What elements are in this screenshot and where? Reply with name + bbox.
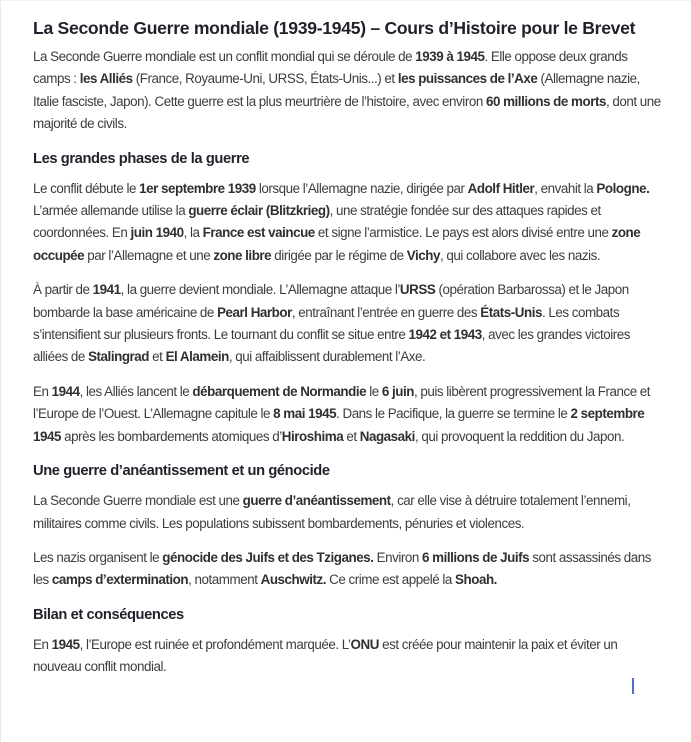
bold-text-run: les puissances de l’Axe [397, 71, 538, 87]
bold-text-run: 6 juin [381, 383, 414, 399]
text-run: . Dans le Pacifique, la guerre se termine le [336, 406, 571, 422]
paragraph-liberation-1944[interactable] [33, 381, 664, 448]
bold-text-run: 1942 et 1943 [408, 327, 482, 343]
text-run: , qui collabore avec les nazis. [439, 247, 601, 263]
text-run: L’armée allemande utilise la [33, 203, 189, 219]
bold-text-run: génocide des Juifs et des Tziganes. [162, 549, 374, 565]
paragraph-guerre-mondiale-1941[interactable] [33, 279, 664, 369]
bold-text-run: Pologne. [596, 180, 650, 196]
bold-text-run: guerre d’anéantissement [242, 493, 391, 509]
text-run: après les bombardements atomiques d’ [61, 428, 282, 444]
text-run: , avec les grandes victoires alliées de [33, 327, 631, 365]
text-run: et signe l’armistice. Le pays est alors divisé entre une [314, 225, 612, 241]
text-run: , l’Europe est ruinée et profondément marquée. L’ [79, 636, 351, 652]
paragraph-debut-conflit[interactable] [33, 178, 664, 268]
text-run: , car elle vise à détruire totalement l’ennemi, militaires comme civils. Les populations subissent bombardements, pénuries et violences. [33, 493, 631, 531]
text-run: par l’Allemagne et une [84, 247, 214, 263]
text-run: et [343, 428, 360, 444]
paragraph-genocide[interactable] [33, 547, 664, 592]
text-run: , envahit la [534, 180, 597, 196]
bold-text-run: guerre éclair (Blitzkrieg) [188, 203, 330, 219]
bold-text-run: Auschwitz. [260, 572, 327, 588]
text-run: , qui provoquent la reddition du Japon. [414, 428, 625, 444]
text-run: La Seconde Guerre mondiale est un conflit mondial qui se déroule de [33, 49, 416, 64]
text-run: , la guerre devient mondiale. L’Allemagne attaque l’ [120, 282, 400, 298]
text-run: , puis libèrent progressivement la France et l’Europe de l’Ouest. L’Allemagne capitule le [33, 383, 651, 422]
paragraph-bilan-1945[interactable] [33, 634, 664, 679]
text-run: et [149, 349, 166, 365]
text-run: En [33, 383, 52, 399]
bold-text-run: 1941 [92, 282, 121, 298]
text-run: dirigée par le régime de [271, 247, 407, 263]
paragraph-guerre-aneantissement[interactable] [33, 490, 664, 535]
bold-text-run: débarquement de Normandie [192, 383, 367, 399]
bold-text-run: zone libre [213, 247, 272, 263]
text-run: sont assassinés dans les [33, 549, 651, 588]
bold-text-run: les Alliés [79, 71, 133, 87]
text-run: , dont une majorité de civils. [33, 93, 661, 132]
text-run: En [33, 636, 52, 652]
bold-text-run: Stalingrad [88, 349, 150, 365]
bold-text-run: camps d’extermination [51, 572, 189, 588]
text-run: , une stratégie fondée sur des attaques rapides et coordonnées. En [33, 203, 601, 241]
text-run: La Seconde Guerre mondiale est une [33, 493, 243, 509]
text-run: lorsque l’Allemagne nazie, dirigée par [255, 180, 468, 196]
text-run: , les Alliés lancent le [79, 383, 193, 399]
bold-text-run: Vichy [406, 247, 440, 263]
text-run: Environ [373, 549, 423, 565]
section-heading-bilan[interactable]: Bilan et conséquences [33, 606, 184, 623]
bold-text-run: 2 septembre 1945 [33, 406, 645, 444]
bold-text-run: juin 1940 [130, 225, 184, 241]
bold-text-run: 1939 à 1945 [415, 49, 485, 64]
text-run: . Elle oppose deux grands camps : [33, 49, 628, 87]
bold-text-run: France est vaincue [202, 225, 315, 241]
paragraph-introduction[interactable] [33, 46, 664, 136]
document-title[interactable]: La Seconde Guerre mondiale (1939-1945) – Cours d’Histoire pour le Brevet [33, 18, 636, 38]
bold-text-run: El Alamein [165, 349, 229, 365]
bold-text-run: 1945 [51, 636, 80, 652]
text-run: , entraînant l’entrée en guerre des [291, 304, 481, 320]
section-heading-grandes-phases[interactable]: Les grandes phases de la guerre [33, 150, 250, 167]
text-run: , qui affaiblissent durablement l’Axe. [228, 349, 426, 365]
text-run: Ce crime est appelé la [326, 572, 456, 588]
text-run: (Allemagne nazie, Italie fasciste, Japon). Cette guerre est la plus meurtrière de l’histoire, avec environ [33, 71, 640, 109]
bold-text-run: 6 millions de Juifs [422, 549, 530, 565]
bold-text-run: ONU [350, 636, 379, 652]
text-caret [632, 678, 634, 694]
text-run: (opération Barbarossa) et le Japon bombarde la base américaine de [33, 282, 629, 320]
text-run: , la [183, 225, 203, 241]
text-run: le [366, 383, 382, 399]
bold-text-run: 8 mai 1945 [273, 406, 337, 422]
bold-text-run: Adolf Hitler [467, 180, 535, 196]
bold-text-run: Hiroshima [281, 428, 344, 444]
bold-text-run: 60 millions de morts [485, 93, 606, 109]
bold-text-run: Pearl Harbor [217, 304, 292, 320]
bold-text-run: Nagasaki [359, 428, 415, 444]
text-run: À partir de [33, 282, 93, 298]
bold-text-run: URSS [399, 282, 436, 298]
text-run: Les nazis organisent le [33, 549, 163, 565]
bold-text-run: Shoah. [455, 572, 497, 588]
text-run: , notamment [188, 572, 261, 588]
text-run: (France, Royaume-Uni, URSS, États-Unis...) et [132, 71, 398, 87]
bold-text-run: zone occupée [33, 225, 641, 263]
bold-text-run: 1er septembre 1939 [139, 180, 256, 196]
bold-text-run: 1944 [51, 383, 80, 399]
bold-text-run: États-Unis [480, 304, 542, 320]
text-run: . Les combats s’intensifient sur plusieurs fronts. Le tournant du conflit se situe entre [33, 304, 620, 343]
text-run: est créée pour maintenir la paix et éviter un nouveau conflit mondial. [33, 636, 618, 675]
text-run: Le conflit débute le [33, 180, 140, 196]
section-heading-aneantissement[interactable]: Une guerre d’anéantissement et un génocide [33, 463, 330, 480]
